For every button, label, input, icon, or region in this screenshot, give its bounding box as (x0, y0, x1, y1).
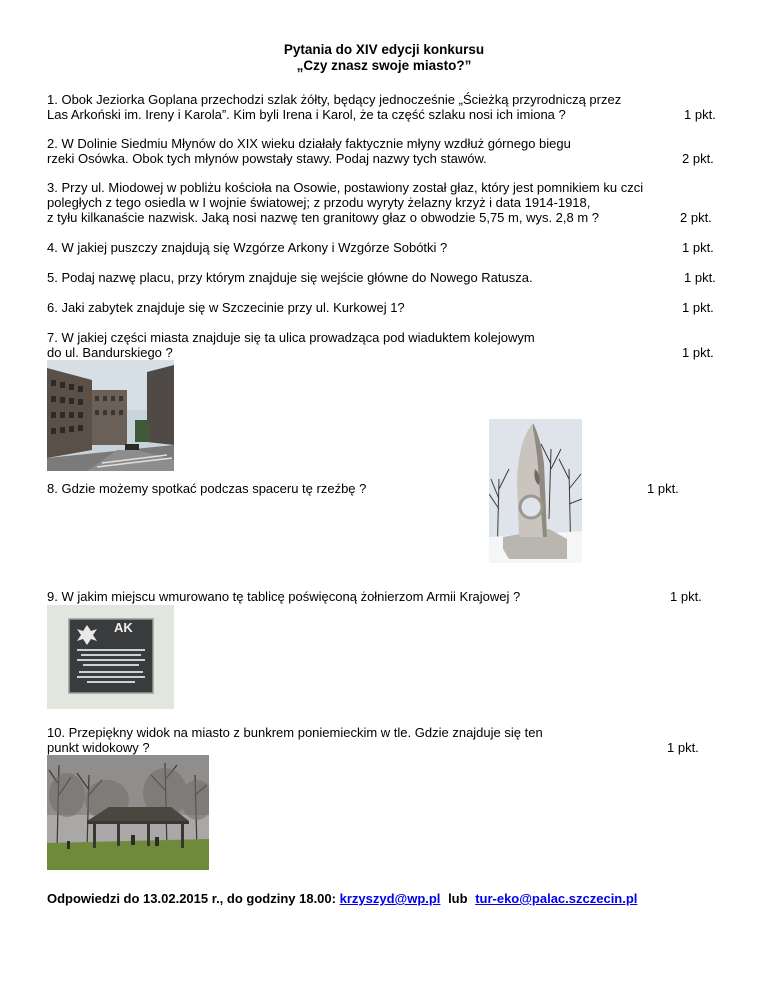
question-8-points: 1 pkt. (647, 481, 679, 496)
question-7-line-1: 7. W jakiej części miasta znajduje się ta ulica prowadząca pod wiaduktem kolejowym (47, 330, 535, 345)
question-2-line-2: rzeki Osówka. Obok tych młynów powstały stawy. Podaj nazwy tych stawów. (47, 151, 487, 166)
plaque-emblem-label: AK (114, 620, 133, 635)
question-3-line-2: poległych z tego osiedla w I wojnie światowej; z przodu wyryty żelazny krzyż i data 1914-1918, (47, 195, 591, 210)
ak-plaque-photo (47, 605, 174, 709)
page-subtitle: „Czy znasz swoje miasto?” (296, 58, 472, 73)
question-6-points: 1 pkt. (682, 300, 714, 315)
question-3-line-3: z tyłu kilkanaście nazwisk. Jaką nosi nazwę ten granitowy głaz o obwodzie 5,75 m, wys. 2,8 m ? (47, 210, 600, 225)
email-link-1[interactable]: krzyszyd@wp.pl (339, 891, 441, 906)
deadline-text: Odpowiedzi do 13.02.2015 r., do godziny 18.00: (47, 891, 336, 906)
separator-text: lub (448, 891, 468, 906)
question-1-line-2: Las Arkoński im. Ireny i Karola”. Kim byli Irena i Karol, że ta część szlaku nosi ich imiona ? (47, 107, 566, 122)
question-8-line-1: 8. Gdzie możemy spotkać podczas spaceru tę rzeźbę ? (47, 481, 367, 496)
answers-footer (47, 891, 637, 906)
question-2-line-1: 2. W Dolinie Siedmiu Młynów do XIX wieku działały faktycznie młyny wzdłuż górnego biegu (47, 136, 571, 151)
question-1-points: 1 pkt. (684, 107, 716, 122)
email-link-2[interactable]: tur-eko@palac.szczecin.pl (475, 891, 638, 906)
question-3-points: 2 pkt. (680, 210, 712, 225)
question-9-points: 1 pkt. (670, 589, 702, 604)
page-title: Pytania do XIV edycji konkursu (283, 42, 485, 57)
question-7-line-2: do ul. Bandurskiego ? (47, 345, 173, 360)
question-3-line-1: 3. Przy ul. Miodowej w pobliżu kościoła na Osowie, postawiony został głaz, który jest pomnikiem ku czci (47, 180, 644, 195)
question-10-points: 1 pkt. (667, 740, 699, 755)
question-4-line-1: 4. W jakiej puszczy znajdują się Wzgórze Arkony i Wzgórze Sobótki ? (47, 240, 448, 255)
question-6-line-1: 6. Jaki zabytek znajduje się w Szczecinie przy ul. Kurkowej 1? (47, 300, 405, 315)
sculpture-photo (489, 419, 582, 563)
question-1-line-1: 1. Obok Jeziorka Goplana przechodzi szlak żółty, będący jednocześnie „Ścieżką przyrodniczą przez (47, 92, 622, 107)
question-2-points: 2 pkt. (682, 151, 714, 166)
question-10-line-2: punkt widokowy ? (47, 740, 150, 755)
question-10-line-1: 10. Przepiękny widok na miasto z bunkrem poniemieckim w tle. Gdzie znajduje się ten (47, 725, 543, 740)
question-4-points: 1 pkt. (682, 240, 714, 255)
street-viaduct-photo (47, 360, 174, 471)
question-7-points: 1 pkt. (682, 345, 714, 360)
question-9-line-1: 9. W jakim miejscu wmurowano tę tablicę poświęconą żołnierzom Armii Krajowej ? (47, 589, 521, 604)
viewpoint-photo (47, 755, 209, 870)
question-5-points: 1 pkt. (684, 270, 716, 285)
question-5-line-1: 5. Podaj nazwę placu, przy którym znajduje się wejście główne do Nowego Ratusza. (47, 270, 533, 285)
